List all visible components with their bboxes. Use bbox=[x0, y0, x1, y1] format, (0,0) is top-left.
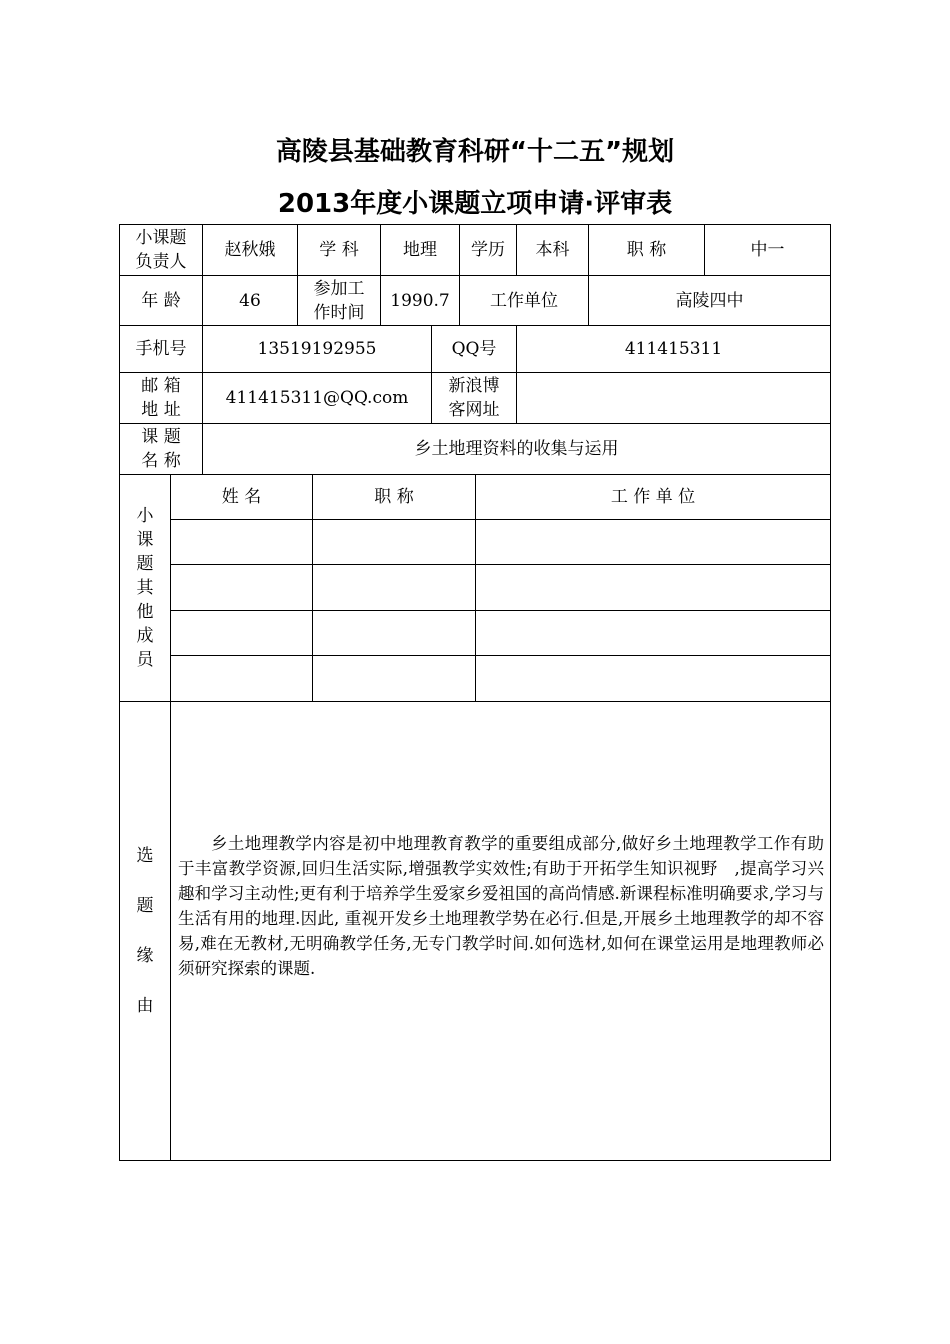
title-rank-label: 职 称 bbox=[588, 224, 705, 276]
member-cell bbox=[312, 519, 476, 565]
reason-label-char: 缘 bbox=[136, 946, 154, 966]
age-value: 46 bbox=[202, 275, 298, 326]
work-start-value: 1990.7 bbox=[380, 275, 460, 326]
blog-label-line1: 新浪博 bbox=[448, 376, 500, 396]
member-cell bbox=[312, 610, 476, 656]
leader-label-line1: 小课题 bbox=[135, 228, 187, 248]
subject-value: 地理 bbox=[380, 224, 460, 276]
work-start-label-line1: 参加工 bbox=[313, 278, 365, 299]
form-title-line2: 2013年度小课题立项申请·评审表 bbox=[277, 189, 673, 219]
email-value: 411415311@QQ.com bbox=[202, 372, 432, 424]
members-label-char: 员 bbox=[136, 650, 154, 670]
blog-label bbox=[431, 372, 517, 424]
blog-label-line2: 客网址 bbox=[448, 400, 500, 420]
members-label-char: 题 bbox=[136, 554, 154, 574]
members-label bbox=[119, 474, 171, 702]
title-rank-value: 中一 bbox=[704, 224, 831, 276]
phone-value: 13519192955 bbox=[202, 325, 432, 373]
topic-label-line1: 课 题 bbox=[141, 427, 181, 447]
phone-label: 手机号 bbox=[119, 325, 203, 373]
age-label: 年 龄 bbox=[119, 275, 203, 326]
blog-value bbox=[516, 372, 831, 424]
leader-label-line2: 负责人 bbox=[135, 252, 187, 272]
members-header-employer: 工 作 单 位 bbox=[475, 474, 831, 520]
member-cell bbox=[475, 564, 831, 611]
education-label: 学历 bbox=[459, 224, 517, 276]
topic-label-line2: 名 称 bbox=[141, 451, 181, 471]
topic-label bbox=[119, 423, 203, 475]
members-header-title: 职 称 bbox=[312, 474, 476, 520]
leader-label bbox=[119, 224, 203, 276]
reason-text: 乡土地理教学内容是初中地理教育教学的重要组成部分,做好乡土地理教学工作有助于丰富教学资源,回归生活实际,增强教学实效性;有助于开拓学生知识视野 ,提高学习兴趣和学习主动性;更有利于培养学生爱家乡爱祖国的高尚情感.新课程标准明确要求,学习与生活有用的地理.因此, 重视开发乡土地理教学势在必行.但是,开展乡土地理教学的却不容易,难在无教材,无明确教学任务,无专门教学时间.如何选材,如何在课堂运用是地理教师必须研究探索的课题. bbox=[178, 834, 824, 978]
email-label-line2: 地 址 bbox=[141, 400, 181, 420]
reason-label-char: 题 bbox=[136, 896, 154, 916]
work-start-label bbox=[297, 275, 381, 326]
leader-name: 赵秋娥 bbox=[202, 224, 298, 276]
members-label-char: 他 bbox=[136, 602, 154, 622]
topic-value: 乡土地理资料的收集与运用 bbox=[202, 423, 831, 475]
work-start-label-line2: 作时间 bbox=[313, 302, 365, 323]
member-cell bbox=[170, 564, 313, 611]
reason-label bbox=[119, 701, 171, 1161]
members-label-char: 小 bbox=[136, 506, 154, 526]
member-cell bbox=[475, 610, 831, 656]
member-cell bbox=[475, 655, 831, 702]
members-label-char: 其 bbox=[136, 578, 154, 598]
member-cell bbox=[170, 519, 313, 565]
reason-label-char: 由 bbox=[136, 996, 154, 1016]
education-value: 本科 bbox=[516, 224, 589, 276]
member-cell bbox=[475, 519, 831, 565]
member-cell bbox=[312, 655, 476, 702]
member-cell bbox=[170, 610, 313, 656]
reason-label-char: 选 bbox=[136, 846, 154, 866]
employer-value: 高陵四中 bbox=[588, 275, 831, 326]
member-cell bbox=[170, 655, 313, 702]
qq-label: QQ号 bbox=[431, 325, 517, 373]
members-label-char: 课 bbox=[136, 530, 154, 550]
qq-value: 411415311 bbox=[516, 325, 831, 373]
employer-label: 工作单位 bbox=[459, 275, 589, 326]
form-title-line1: 高陵县基础教育科研“十二五”规划 bbox=[275, 137, 675, 167]
subject-label: 学 科 bbox=[297, 224, 381, 276]
members-label-char: 成 bbox=[136, 626, 154, 646]
members-header-name: 姓 名 bbox=[170, 474, 313, 520]
member-cell bbox=[312, 564, 476, 611]
email-label bbox=[119, 372, 203, 424]
email-label-line1: 邮 箱 bbox=[141, 376, 181, 396]
